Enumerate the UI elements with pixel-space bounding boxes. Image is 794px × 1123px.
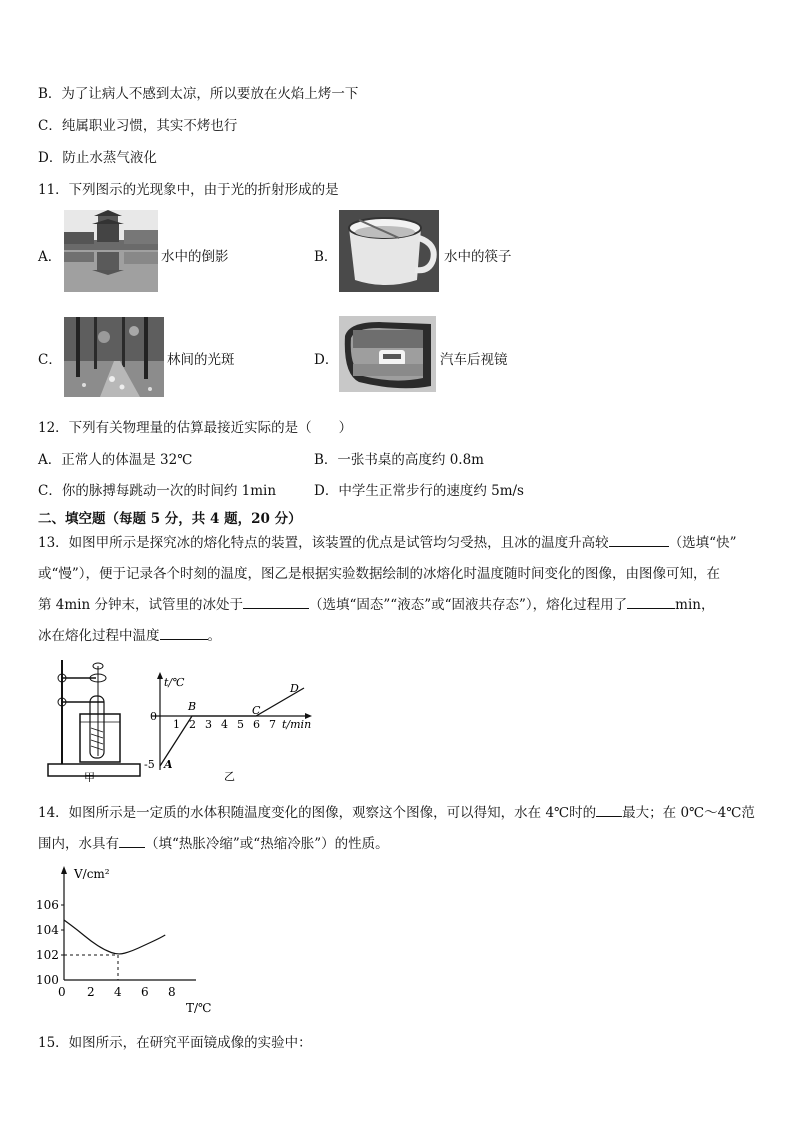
q13-point-b: B <box>188 700 197 713</box>
q13-blank-4[interactable] <box>160 626 208 640</box>
chart-y-tick-label: 102 <box>36 948 59 962</box>
q13-text-1: 13．如图甲所示是探究冰的熔化特点的装置，该装置的优点是试管均匀受热，且冰的温度升高较 <box>38 535 609 551</box>
q13-blank-1[interactable] <box>609 533 669 547</box>
q13-text-8: 。 <box>207 628 221 644</box>
q14-blank-2[interactable] <box>119 834 145 848</box>
q12-stem: 12．下列有关物理量的估算最接近实际的是（ ） <box>38 420 353 436</box>
q11-option-d-caption: 汽车后视镜 <box>440 352 508 368</box>
q13-line4 <box>38 624 221 644</box>
chart-series-line <box>64 920 165 954</box>
chopsticks-cup-photo <box>339 210 439 292</box>
q11-option-b-caption: 水中的筷子 <box>444 249 512 265</box>
chart-y-tick-label: 106 <box>36 898 59 912</box>
q10-option-d: D．防止水蒸气液化 <box>38 150 157 166</box>
q13-blank-2[interactable] <box>243 595 309 609</box>
pagoda-reflection-photo <box>64 210 158 292</box>
q11-option-c-label: C． <box>38 352 62 368</box>
chart-ylabel: V/cm² <box>74 867 110 881</box>
q13-line1 <box>38 531 737 551</box>
q14-line1 <box>38 801 755 821</box>
q11-option-a-caption: 水中的倒影 <box>161 249 229 265</box>
q12-option-b: B．一张书桌的高度约 0.8m <box>314 452 484 468</box>
fig-jia-label: 甲 <box>84 771 95 782</box>
q12-option-a: A．正常人的体温是 32℃ <box>38 452 193 468</box>
q13-graph-xticks <box>173 718 276 731</box>
fig-yi-label: 乙 <box>224 770 235 783</box>
q12-option-d: D．中学生正常步行的速度约 5m/s <box>314 483 524 499</box>
q13-graph-xtick: 1 <box>173 718 180 731</box>
q13-graph-xtick: 2 <box>189 718 196 731</box>
q13-blank-3[interactable] <box>627 595 675 609</box>
chart-x-tick-label: 6 <box>141 985 149 999</box>
volume-temperature-chart <box>36 862 236 1022</box>
q15-stem: 15．如图所示，在研究平面镜成像的实验中： <box>38 1035 312 1051</box>
q13-graph-xtick: 6 <box>253 718 260 731</box>
q11-option-b-label: B． <box>314 249 338 265</box>
q14-text-4: （填“热胀冷缩”或“热缩冷胀”）的性质。 <box>145 836 389 852</box>
q12-option-c: C．你的脉搏每跳动一次的时间约 1min <box>38 483 277 499</box>
chart-x-tick-label: 2 <box>87 985 95 999</box>
chart-x-tick-label: 8 <box>168 985 176 999</box>
q13-text-4: 第 4min 分钟末，试管里的冰处于 <box>38 597 243 613</box>
q13-text-3: 或“慢”），便于记录各个时刻的温度，图乙是根据实验数据绘制的冰熔化时温度随时间变化的图像，由图像可知，在 <box>38 566 721 582</box>
q13-graph-yneg: -5 <box>144 758 155 771</box>
q14-blank-1[interactable] <box>596 803 622 817</box>
chart-x-tick-label: 4 <box>114 985 122 999</box>
q13-point-a: A <box>164 758 173 771</box>
q13-graph-ylabel: t/℃ <box>164 676 185 689</box>
q13-graph-xtick: 3 <box>205 718 212 731</box>
melting-curve-graph <box>140 670 320 788</box>
q10-option-c: C．纯属职业习惯，其实不烤也行 <box>38 118 238 134</box>
q11-stem: 11．下列图示的光现象中，由于光的折射形成的是 <box>38 182 339 198</box>
section-heading-fill-in: 二、填空题（每题 5 分，共 4 题，20 分） <box>38 511 302 527</box>
q13-text-6: min， <box>675 597 715 613</box>
q13-line3 <box>38 593 715 613</box>
q14-text-1: 14．如图所示是一定质的水体积随温度变化的图像，观察这个图像，可以得知，水在 4℃时的 <box>38 805 597 821</box>
q13-text-5: （选填“固态”“液态”或“固液共存态”），熔化过程用了 <box>309 597 628 613</box>
q13-point-d: D <box>290 682 299 695</box>
q11-option-d-label: D． <box>314 352 339 368</box>
car-mirror-photo <box>339 316 436 392</box>
q13-graph-xlabel: t/min <box>282 718 312 731</box>
q11-option-c-caption: 林间的光斑 <box>167 352 235 368</box>
q14-text-3: 围内，水具有 <box>38 836 119 852</box>
q13-text-2: （选填“快” <box>668 535 737 551</box>
q14-text-2: 最大；在 0℃～4℃范 <box>622 805 755 821</box>
q13-text-7: 冰在熔化过程中温度 <box>38 628 160 644</box>
chart-xlabel: T/℃ <box>186 1001 212 1015</box>
woods-light-spots-photo <box>64 317 164 397</box>
chart-x-tick-label: 0 <box>58 985 66 999</box>
q13-graph-xtick: 7 <box>269 718 276 731</box>
q11-option-a-label: A． <box>38 249 62 265</box>
q13-graph-xtick: 4 <box>221 718 228 731</box>
q13-graph-xtick: 5 <box>237 718 244 731</box>
chart-y-tick-label: 100 <box>36 973 59 987</box>
q14-line2 <box>38 832 389 852</box>
q13-point-c: C <box>252 704 261 717</box>
melting-apparatus-figure <box>44 656 144 782</box>
chart-y-tick-label: 104 <box>36 923 59 937</box>
q13-graph-origin: 0 <box>150 710 157 723</box>
q10-option-b: B．为了让病人不感到太凉，所以要放在火焰上烤一下 <box>38 86 359 102</box>
